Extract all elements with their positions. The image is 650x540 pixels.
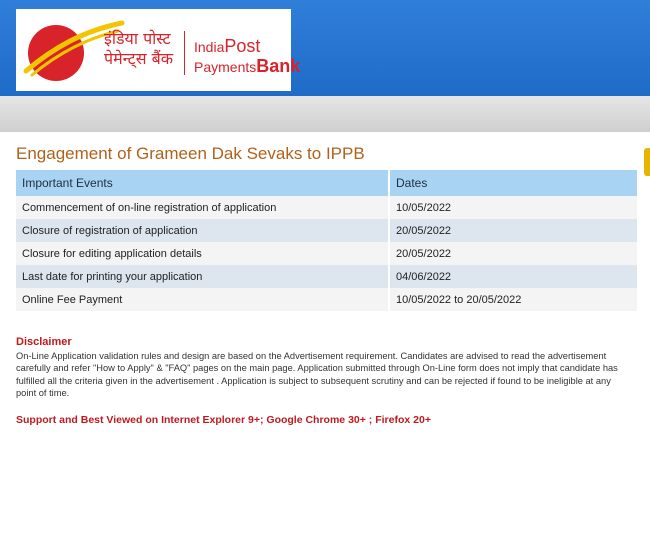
date-cell: 04/06/2022: [389, 265, 638, 288]
table-row: [16, 288, 638, 311]
logo-english-text: [194, 37, 300, 77]
ippb-logo[interactable]: [16, 9, 301, 91]
date-cell: 10/05/2022: [389, 196, 638, 219]
logo-hindi-line2: पेमेन्ट्स बैंक: [104, 49, 174, 68]
logo-post: Post: [224, 36, 261, 56]
important-events-table: [16, 170, 639, 311]
header-banner: [0, 0, 650, 96]
event-cell: Last date for printing your application: [16, 265, 389, 288]
date-cell: 10/05/2022 to 20/05/2022: [389, 288, 638, 311]
date-cell: 20/05/2022: [389, 242, 638, 265]
disclaimer-title: Disclaimer: [16, 336, 72, 348]
table-row: [16, 265, 638, 288]
disclaimer-text: On-Line Application validation rules and design are based on the Advertisement requirement. Candidates are advised to read the advertisement carefully and refer "How to Apply" & "FAQ" pages on the main page. Application submitted through On-Line form does not imply that candidate has fulfilled all the criteria given in the advertisement . Application is subject to subsequent scrutiny and can be rejected if found to be ineligible at any point of time.: [16, 351, 618, 398]
logo-hindi-text: [104, 29, 173, 69]
logo-divider: [184, 31, 185, 75]
page-title: Engagement of Grameen Dak Sevaks to IPPB: [16, 144, 365, 163]
table-row: [16, 219, 638, 242]
nav-bar: [0, 96, 650, 132]
table-row: [16, 242, 638, 265]
logo-india: India: [194, 39, 225, 55]
table-row: [16, 196, 638, 219]
browser-support-note: Support and Best Viewed on Internet Explorer 9+; Google Chrome 30+ ; Firefox 20+: [16, 414, 431, 426]
event-cell: Commencement of on-line registration of application: [16, 196, 389, 219]
logo-hindi-line1: इंडिया पोस्ट: [104, 29, 171, 48]
logo-bank: Bank: [256, 56, 301, 76]
column-header-events: Important Events: [16, 170, 389, 196]
logo-payments: Payments: [194, 59, 257, 75]
date-cell: 20/05/2022: [389, 219, 638, 242]
column-header-dates: Dates: [389, 170, 638, 196]
event-cell: Closure of registration of application: [16, 219, 389, 242]
event-cell: Online Fee Payment: [16, 288, 389, 311]
event-cell: Closure for editing application details: [16, 242, 389, 265]
side-tab-marker: [644, 148, 650, 176]
table-header-row: [16, 170, 638, 196]
